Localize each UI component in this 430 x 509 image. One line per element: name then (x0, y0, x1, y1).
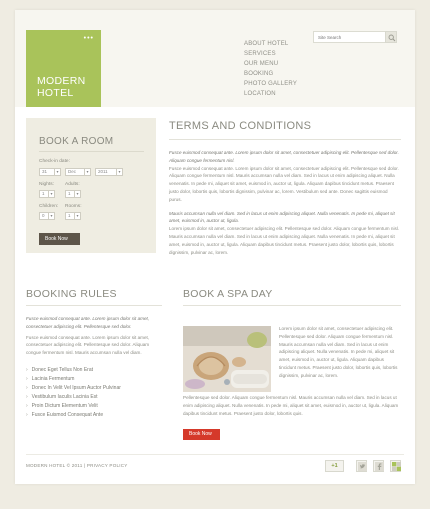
checkin-month-value: Dec (68, 169, 77, 174)
terms-intro: Fusce euismod consequat ante. Lorem ipsum dolor sit amet, consectetuer adipiscing elit. Pellentesque sed dolor. Aliquam congue fermentum nisl. (169, 150, 399, 163)
nights-value: 1 (42, 191, 45, 196)
adults-value: 1 (68, 191, 71, 196)
terms-body-1: Fusce euismod consequat ante. Lorem ipsum dolor sit amet, consectetuer adipiscing elit. Pellentesque sed dolor. Aliquam congue fermentum nisl. Mauris accumsan nulla vel diam. Sed in lacus ut enim adipiscing aliquet. Nulla venenatis. In pede mi, aliquet sit amet, euismod in, auctor ut, ligula. Aliquam dapibus tincidunt metus. Praesent justo dolor, lobortis quis, lobortis dignissim, pulvinar ac, lorem. Vestibulum sed ante. Donec sagittis euismod purus. (169, 165, 399, 202)
list-item[interactable]: › Vestibulum Iaculis Lacinia Est (26, 393, 162, 402)
terms-body-2: Lorem ipsum dolor sit amet, consectetuer adipiscing elit. Pellentesque sed dolor. Aliquam congue fermentum nisl. Mauris accumsan nulla vel diam. Sed in lacus ut enim adipiscing aliquet. Nulla venenatis. In pede mi, aliquet sit amet, euismod in, auctor ut, ligula. Aliquam dapibus tincidunt metus. Praesent justo dolor, lobortis quis, lobortis dignissim, pulvinar ac, lorem. (169, 226, 400, 255)
checkin-year-value: 2011 (98, 169, 108, 174)
logo-dots: ••• (83, 35, 94, 42)
list-item[interactable]: › Lacinia Fermentum (26, 375, 162, 384)
chevron-down-icon: ▾ (84, 169, 90, 175)
rooms-value: 1 (68, 213, 71, 218)
spa-section (183, 288, 401, 437)
children-value: 0 (42, 213, 45, 218)
spa-side-text: Lorem ipsum dolor sit amet, consectetuer adipiscing elit. Pellentesque sed dolor. Aliquam congue fermentum nisl. Mauris accumsan nulla vel diam. Sed in lacus ut enim adipiscing aliquet. Nulla venenatis. In pede mi, aliquet sit amet, euismod in, auctor ut, ligula. Aliquam dapibus tincidunt metus. Praesent justo dolor, lobortis quis, lobortis dignissim, pulvinar ac, lorem. (279, 326, 398, 378)
logo-line-2: HOTEL (37, 87, 74, 99)
nav-services[interactable]: SERVICES (244, 51, 276, 57)
children-select[interactable] (39, 212, 55, 220)
twitter-icon (358, 462, 367, 471)
divider (169, 139, 401, 140)
social-facebook[interactable] (373, 460, 384, 472)
checkin-day-select[interactable] (39, 168, 61, 176)
footer (26, 454, 404, 474)
nights-label: Nights: (39, 182, 54, 187)
divider (39, 151, 144, 152)
divider (183, 305, 401, 306)
logo-line-1: MODERN (37, 75, 86, 87)
terms-title: TERMS AND CONDITIONS (169, 120, 312, 132)
google-plus-one-button[interactable]: +1 (325, 460, 344, 472)
spa-photo-illustration (183, 326, 271, 392)
rss-icon (392, 462, 401, 471)
list-item[interactable]: › Donec In Velit Vel Ipsum Auctor Pulvinar (26, 384, 162, 393)
nav-our-menu[interactable]: OUR MENU (244, 61, 279, 67)
facebook-icon (375, 462, 384, 471)
header (15, 10, 415, 107)
logo[interactable] (26, 30, 101, 107)
logo-text (37, 75, 85, 99)
checkin-label: Check-in date: (39, 159, 70, 164)
divider (26, 305, 162, 306)
chevron-down-icon: ▾ (116, 169, 122, 175)
nav-location[interactable]: LOCATION (244, 91, 276, 97)
rooms-select[interactable] (65, 212, 81, 220)
main-nav (244, 39, 297, 99)
spa-photo (183, 326, 271, 392)
book-room-panel (26, 118, 156, 253)
privacy-policy-link[interactable]: PRIVACY POLICY (86, 463, 128, 468)
chevron-down-icon: ▾ (54, 169, 60, 175)
chevron-down-icon: ▾ (48, 191, 54, 197)
booking-rules-title: BOOKING RULES (26, 288, 117, 300)
list-item[interactable]: › Fusce Euismod Consequat Ante (26, 411, 162, 420)
chevron-down-icon: ▾ (74, 213, 80, 219)
chevron-down-icon: ▾ (48, 213, 54, 219)
rules-intro: Fusce euismod consequat ante. Lorem ipsum dolor sit amet, consectetuer adipiscing elit. Pellentesque sed dolor. (26, 316, 150, 329)
search-button[interactable] (385, 31, 397, 43)
checkin-day-value: 31 (42, 169, 48, 174)
nav-booking[interactable]: BOOKING (244, 71, 274, 77)
checkin-month-select[interactable] (65, 168, 91, 176)
nav-about-hotel[interactable]: ABOUT HOTEL (244, 41, 289, 47)
book-room-title: BOOK A ROOM (39, 136, 114, 147)
spa-bottom-text: Pellentesque sed dolor. Aliquam congue fermentum nisl. Mauris accumsan nulla vel diam. Sed in lacus ut enim adipiscing aliquet. Nulla venenatis. In pede mi, aliquet sit amet, euismod in, auctor ut, ligula. Aliquam dapibus tincidunt metus. Praesent justo dolor, lobortis quis. (183, 395, 399, 416)
footer-separator: | (82, 463, 87, 468)
terms-section (169, 118, 401, 256)
list-item[interactable]: › Proin Dictum Elementum Velit (26, 402, 162, 411)
book-spa-button[interactable]: Book Now (183, 429, 220, 440)
rules-list (26, 366, 162, 420)
social-rss[interactable] (390, 460, 401, 472)
booking-rules-section (26, 288, 162, 420)
search-icon (388, 34, 396, 42)
spa-title: BOOK A SPA DAY (183, 288, 273, 300)
children-label: Children: (39, 204, 59, 209)
footer-copyright (26, 463, 127, 468)
copyright-text: MODERN HOTEL © 2011 (26, 463, 83, 468)
social-twitter[interactable] (356, 460, 367, 472)
terms-highlight: Mauris accumsan nulla vel diam. Sed in lacus ut enim adipiscing aliquet. Nulla venenatis. In pede mi, aliquet sit amet, euismod in, auctor ut, ligula. (169, 210, 395, 224)
rules-body: Fusce euismod consequat ante. Lorem ipsum dolor sit amet, consectetuer adipiscing elit. Pellentesque sed dolor. Aliquam congue fermentum nisl. Mauris accumsan nulla vel diam. (26, 334, 150, 356)
adults-select[interactable] (65, 190, 81, 198)
nights-select[interactable] (39, 190, 55, 198)
page-container (15, 10, 415, 484)
chevron-down-icon: ▾ (74, 191, 80, 197)
book-room-button[interactable]: Book Now (39, 233, 80, 245)
nav-photo-gallery[interactable]: PHOTO GALLERY (244, 81, 298, 87)
rooms-label: Rooms: (65, 204, 82, 209)
list-item[interactable]: › Donec Eget Tellus Non Erat (26, 366, 162, 375)
adults-label: Adults: (65, 182, 80, 187)
checkin-year-select[interactable] (95, 168, 123, 176)
